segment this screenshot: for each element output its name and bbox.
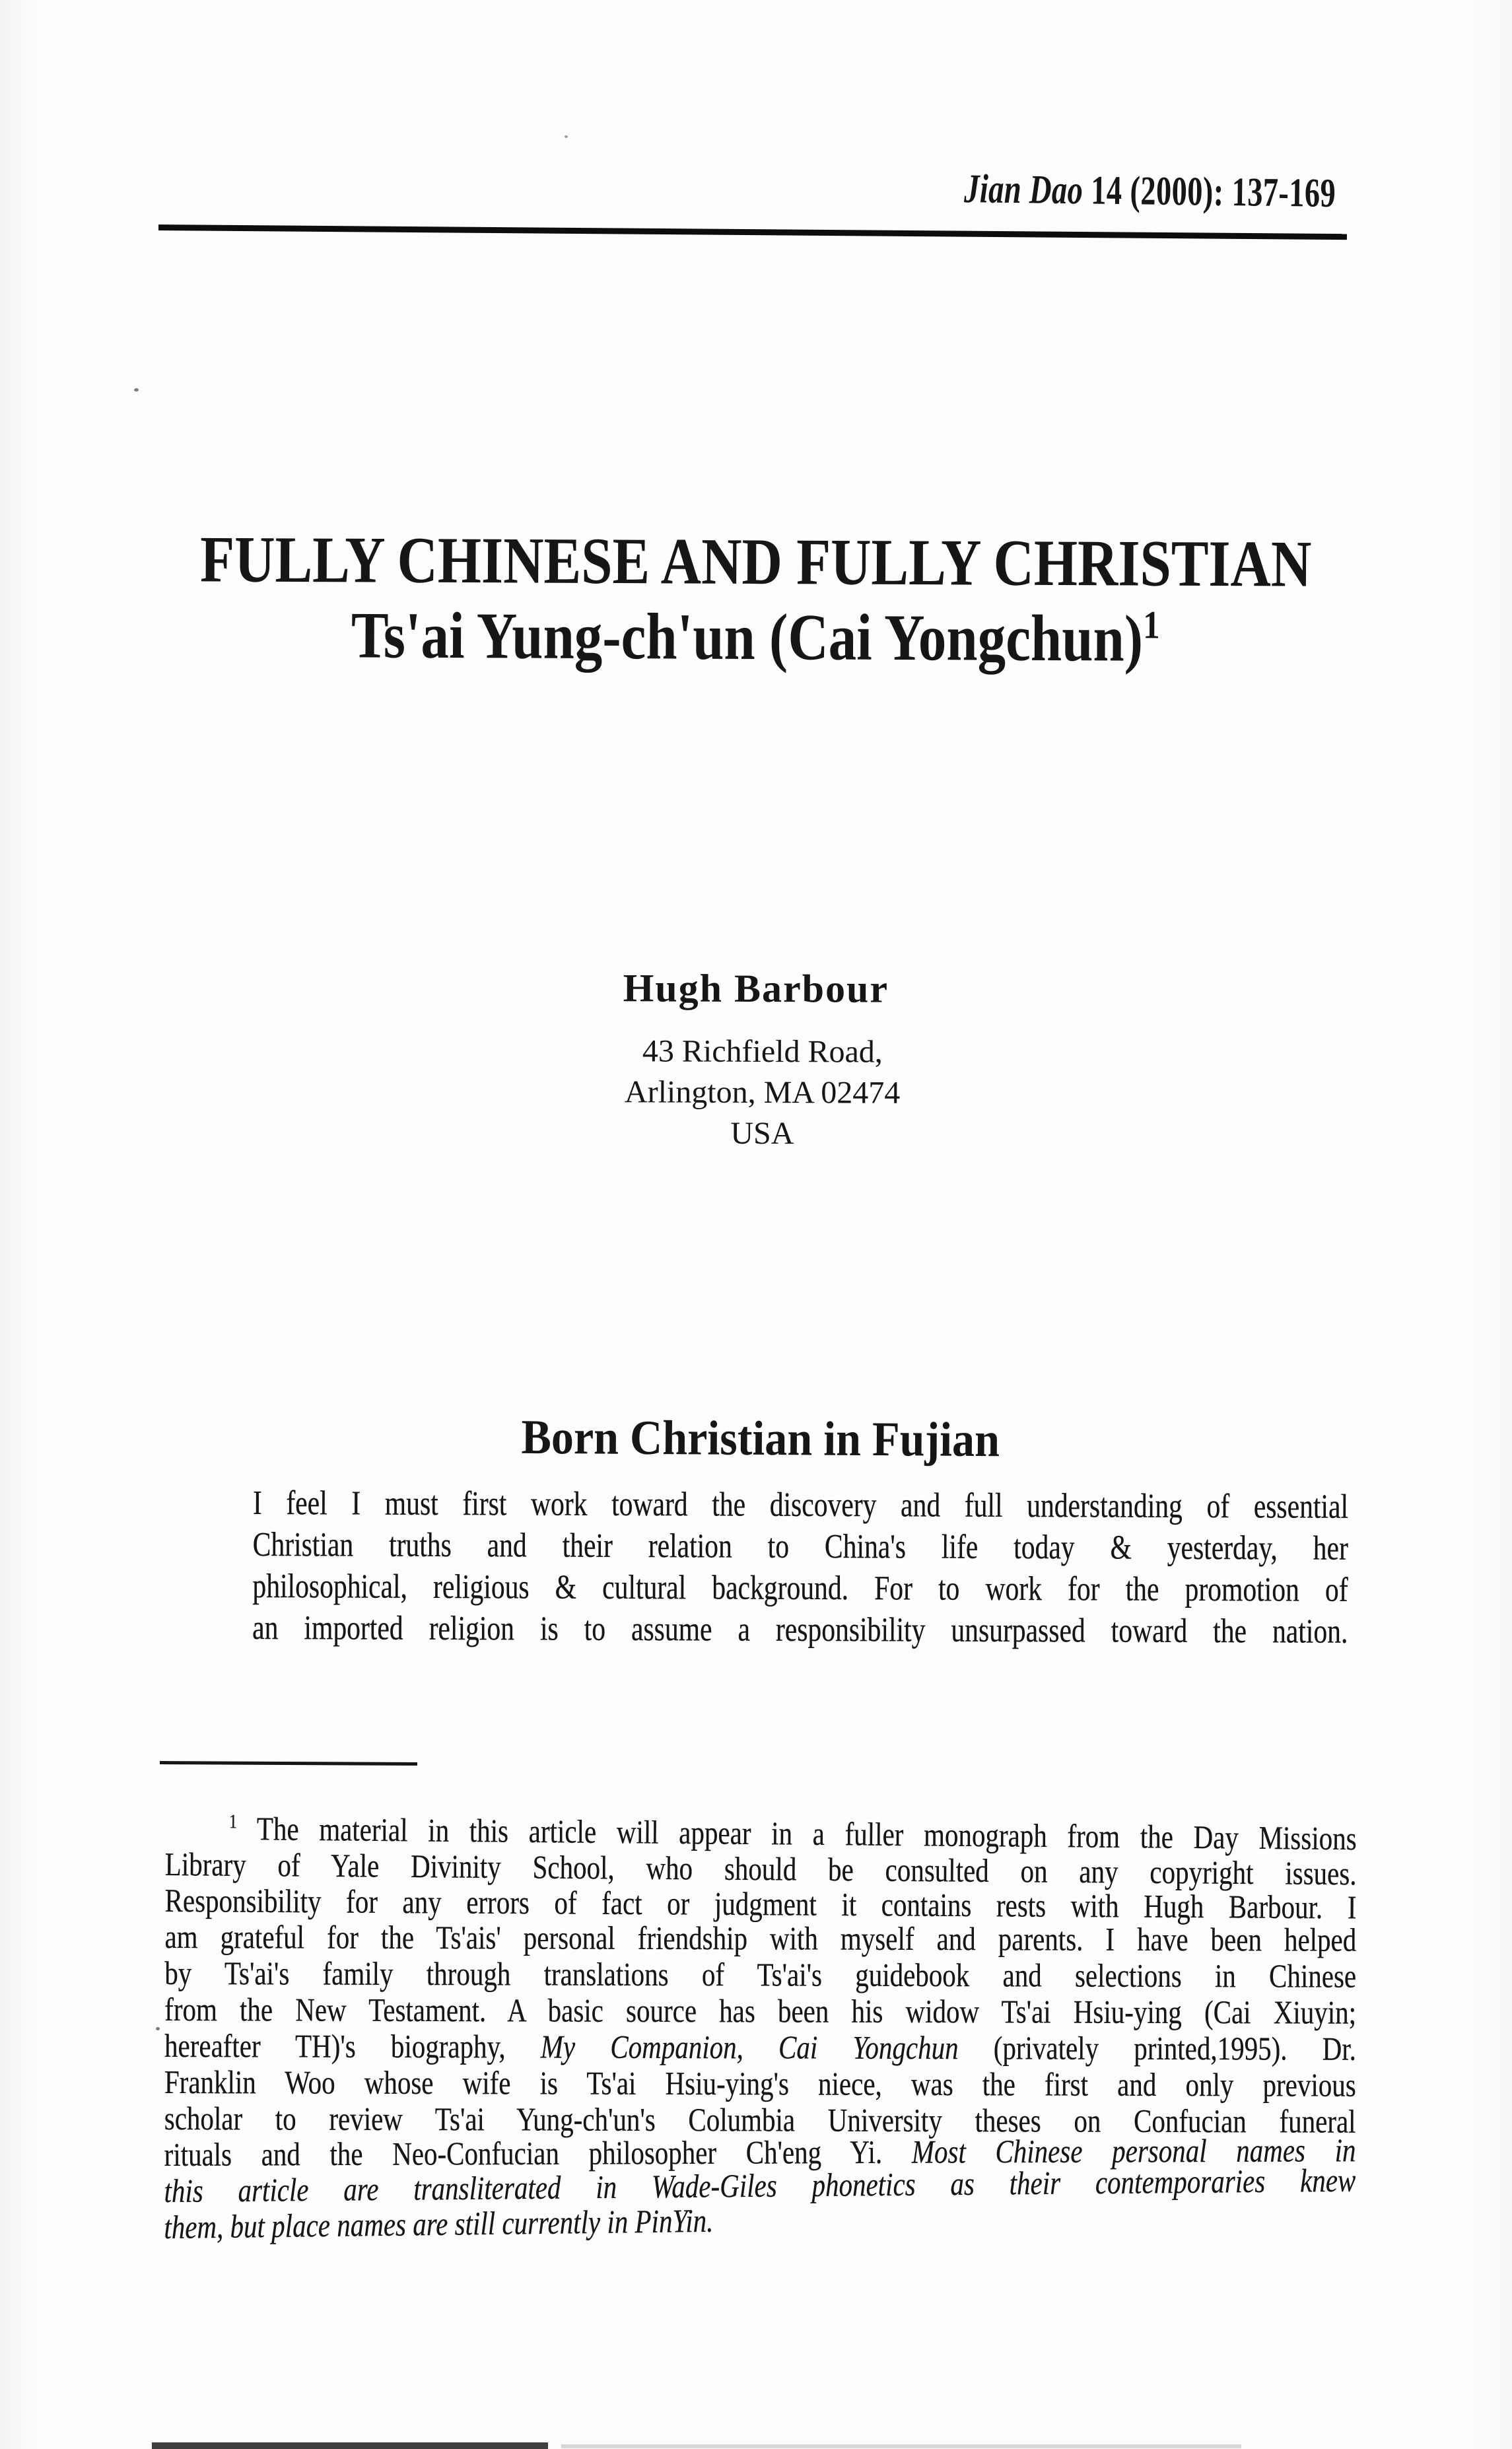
scan-edge-artifact [152, 2442, 548, 2449]
section-heading: Born Christian in Fujian [521, 1410, 1000, 1468]
footnote-line [164, 1955, 1356, 1995]
header-rule [158, 224, 1347, 240]
citation-volume-pages: 14 (2000): 137-169 [1083, 168, 1336, 216]
article-title-line1: FULLY CHINESE AND FULLY CHRISTIAN [199, 522, 1312, 601]
footnote-italic-segment: this article are transliterated in Wade-Giles phonetics as their contemporaries knew [164, 2161, 1356, 2209]
scan-speck [156, 2027, 160, 2030]
footnote-line [164, 2064, 1356, 2104]
body-line: I feel I must first work toward the discovery and full understanding of essential [252, 1484, 1349, 1526]
footnote-segment: Library of Yale Divinity School, who should be consulted on any copyright issues. [164, 1845, 1357, 1892]
article-title-line2 [54, 596, 1457, 677]
footnote-segment: (privately printed,1995). Dr. [958, 2029, 1356, 2067]
footnote-segment: Responsibility for any errors of fact or judgment it contains rests with Hugh Barbour. I [164, 1882, 1357, 1926]
footnote-segment: rituals and the Neo-Confucian philosopher Ch'eng Yi. [164, 2133, 912, 2173]
body-line: an imported religion is to assume a responsibility unsurpassed toward the nation. [252, 1608, 1348, 1651]
footnote-segment: by Ts'ai's family through translations of Ts'ai's guidebook and selections in Chinese [164, 1954, 1357, 1995]
journal-name: Jian Dao [964, 166, 1084, 213]
body-line: Christian truths and their relation to China's life today & yesterday, her [252, 1525, 1348, 1568]
footnote-segment: scholar to review Ts'ai Yung-ch'un's Columbia University theses on Confucian funeral [164, 2099, 1356, 2140]
article-subtitle-text: Ts'ai Yung-ch'un (Cai Yongchun) [351, 598, 1144, 675]
address-line: Arlington, MA 02474 [624, 1074, 901, 1111]
scan-speck [565, 135, 568, 138]
footnote-segment: The material in this article will appear in a fuller monograph from the Day Missions [236, 1809, 1357, 1857]
footnote-rule [160, 1761, 417, 1766]
footnote-indent [165, 1839, 229, 1840]
footnote-marker: 1 [228, 1811, 238, 1833]
author-address [88, 1029, 1436, 1156]
footnote-line [164, 1991, 1356, 2031]
footnote-segment: from the New Testament. A basic source has been his widow Ts'ai Hsiu-ying (Cai Xiuyin; [164, 1990, 1357, 2031]
footnote-italic-segment: My Companion, Cai Yongchun [540, 2028, 959, 2067]
title-footnote-marker: 1 [1143, 603, 1160, 647]
footnote-line [164, 2028, 1356, 2067]
footnote-segment: Franklin Woo whose wife is Ts'ai Hsiu-ying's niece, was the first and only previous [164, 2063, 1356, 2104]
footnote-italic-segment: them, but place names are still currently in PinYin. [164, 2201, 714, 2246]
address-line: 43 Richfield Road, [642, 1033, 883, 1070]
body-line: philosophical, religious & cultural background. For to work for the promotion of [252, 1567, 1348, 1609]
footnote-line [164, 1919, 1356, 1958]
journal-citation [964, 166, 1336, 216]
footnote-italic-segment: Most Chinese personal names in [911, 2131, 1356, 2170]
footnote-text [164, 1810, 1357, 2249]
article-title [54, 521, 1458, 677]
footnote-segment: am grateful for the Ts'ais' personal friendship with myself and parents. I have been helped [164, 1917, 1357, 1958]
footnote-segment: hereafter TH)'s biography, [164, 2026, 541, 2065]
body-paragraph [252, 1482, 1348, 1653]
address-line: USA [730, 1115, 794, 1152]
scan-speck [134, 388, 139, 392]
scan-edge-artifact [561, 2444, 1241, 2448]
author-name: Hugh Barbour [623, 966, 889, 1011]
footnote-line [165, 1882, 1357, 1925]
